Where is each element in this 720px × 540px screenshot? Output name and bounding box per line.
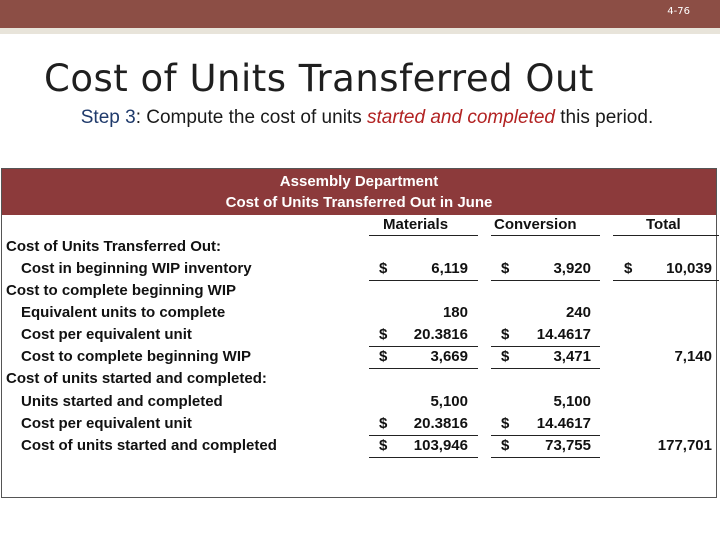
col-header-materials: Materials	[383, 216, 449, 233]
row-underline	[491, 280, 600, 281]
subtitle	[32, 104, 702, 132]
slide-title: Cost of Units Transferred Out	[44, 57, 594, 100]
conversion-value: 5,100	[553, 393, 591, 410]
row-underline	[613, 280, 719, 281]
materials-value: 103,946	[413, 437, 468, 454]
row-label: Cost per equivalent unit	[21, 415, 192, 432]
col-header-total: Total	[646, 216, 681, 233]
conversion-value: 73,755	[545, 437, 591, 454]
dollar-sign: $	[501, 260, 510, 277]
table-heading-department: Assembly Department	[279, 173, 439, 190]
subtitle-text-after: this period.	[555, 107, 654, 128]
cost-table	[1, 168, 717, 498]
row-underline	[369, 368, 478, 369]
row-label: Cost to complete beginning WIP	[6, 282, 236, 299]
row-label: Cost of Units Transferred Out:	[6, 238, 222, 255]
conversion-value: 14.4617	[536, 415, 591, 432]
row-underline	[369, 346, 478, 347]
dollar-sign: $	[379, 415, 388, 432]
col-underline-conversion	[491, 235, 600, 236]
subtitle-step: Step 3	[80, 107, 136, 128]
subtitle-emphasis: started and completed	[366, 107, 555, 128]
row-underline	[369, 280, 478, 281]
materials-value: 6,119	[431, 260, 468, 277]
conversion-value: 3,471	[553, 348, 591, 365]
total-value: 7,140	[674, 348, 712, 365]
row-underline	[491, 457, 600, 458]
row-label: Cost in beginning WIP inventory	[21, 260, 252, 277]
row-label: Equivalent units to complete	[21, 304, 226, 321]
conversion-value: 14.4617	[536, 326, 591, 343]
row-label: Cost of units started and completed	[21, 437, 277, 454]
row-underline	[491, 346, 600, 347]
conversion-value: 240	[565, 304, 591, 321]
col-underline-total	[613, 235, 719, 236]
dollar-sign: $	[379, 348, 388, 365]
top-stripe	[0, 28, 720, 34]
row-label: Cost to complete beginning WIP	[21, 348, 251, 365]
slide-number: 4-76	[667, 6, 690, 17]
materials-value: 3,669	[430, 348, 468, 365]
col-underline-materials	[369, 235, 478, 236]
dollar-sign: $	[501, 348, 510, 365]
row-underline	[369, 457, 478, 458]
table-heading-subtitle: Cost of Units Transferred Out in June	[225, 194, 493, 211]
dollar-sign: $	[379, 326, 388, 343]
row-underline	[491, 368, 600, 369]
row-underline	[491, 435, 600, 436]
row-label: Cost per equivalent unit	[21, 326, 192, 343]
materials-value: 20.3816	[413, 415, 468, 432]
table-header	[2, 169, 716, 215]
top-bar	[0, 0, 720, 28]
subtitle-text-before: : Compute the cost of units	[135, 107, 367, 128]
dollar-sign: $	[501, 437, 510, 454]
materials-value: 20.3816	[413, 326, 468, 343]
dollar-sign: $	[379, 260, 388, 277]
col-header-conversion: Conversion	[494, 216, 577, 233]
total-value: 177,701	[657, 437, 712, 454]
dollar-sign: $	[624, 260, 633, 277]
materials-value: 5,100	[430, 393, 468, 410]
dollar-sign: $	[501, 415, 510, 432]
total-value: 10,039	[666, 260, 712, 277]
row-underline	[369, 435, 478, 436]
dollar-sign: $	[379, 437, 388, 454]
row-label: Cost of units started and completed:	[6, 370, 267, 387]
materials-value: 180	[442, 304, 468, 321]
dollar-sign: $	[501, 326, 510, 343]
row-label: Units started and completed	[21, 393, 223, 410]
conversion-value: 3,920	[553, 260, 591, 277]
